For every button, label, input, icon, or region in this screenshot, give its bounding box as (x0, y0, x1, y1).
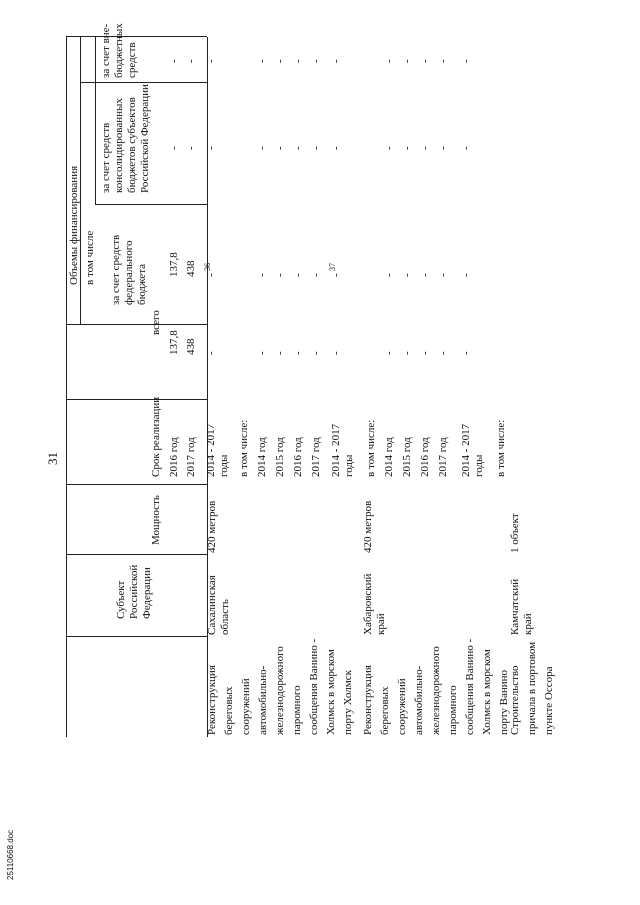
header-including: в том числе (84, 230, 96, 285)
row-total-14: - (419, 351, 431, 355)
row-total-0: 137,8 (168, 330, 180, 355)
row-term-4: в том числе: (238, 419, 250, 477)
page-number: 31 (45, 452, 60, 465)
row-federal-8: - (310, 273, 322, 277)
row-term-3: годы (218, 454, 230, 477)
header-divider-4 (66, 324, 207, 325)
project-0-name-7: Холмск в морском (325, 649, 337, 735)
project-2-name-1: причала в портовом (526, 641, 538, 735)
header-federal-2: бюджета (136, 263, 148, 305)
project-0-name-3: автомобильно- (257, 665, 269, 735)
row-cons-7: - (292, 146, 304, 150)
row-federal-7: - (292, 273, 304, 277)
header-consolidated-0: за счет средств (100, 122, 112, 193)
row-total-15: - (437, 351, 449, 355)
row-cons-5: - (256, 146, 268, 150)
header-financing: Объемы финансирования (68, 165, 80, 285)
header-consolidated-2: бюджетов субъектов (126, 97, 138, 193)
row-term-2: 2014 - 2017 (205, 423, 217, 477)
row-footnote-9: 37 (328, 263, 337, 271)
project-2-name-0: Строительство (509, 665, 521, 735)
row-term-12: 2014 год (383, 437, 395, 477)
project-0-name-6: сообщения Ванино - (308, 638, 320, 735)
row-term-9: 2014 - 2017 (330, 423, 342, 477)
row-extra-9: - (330, 59, 342, 63)
row-extra-1: - (185, 59, 197, 63)
project-0-name-8: порту Холмск (342, 670, 354, 735)
row-cons-15: - (437, 146, 449, 150)
row-total-16: - (460, 351, 472, 355)
row-term-13: 2015 год (401, 437, 413, 477)
row-footnote-2: 36 (203, 263, 212, 271)
header-term: Срок реализации (150, 396, 162, 477)
row-extra-6: - (274, 59, 286, 63)
row-term-17: годы (473, 454, 485, 477)
row-total-1: 438 (185, 338, 197, 355)
project-0-name-1: береговых (223, 686, 235, 735)
row-federal-12: - (383, 273, 395, 277)
row-federal-9: - (330, 273, 342, 277)
row-cons-0: - (168, 146, 180, 150)
cons-divider (80, 82, 207, 83)
project-0-subject-0: Сахалинская (206, 575, 218, 635)
row-total-13: - (401, 351, 413, 355)
header-total: всего (150, 310, 162, 335)
row-extra-14: - (419, 59, 431, 63)
row-cons-16: - (460, 146, 472, 150)
row-federal-15: - (437, 273, 449, 277)
row-term-14: 2016 год (419, 437, 431, 477)
header-divider-0 (66, 636, 207, 637)
row-cons-2: - (205, 146, 217, 150)
footer-filename: 25110668.doc (6, 829, 15, 880)
row-federal-5: - (256, 273, 268, 277)
project-1-name-6: сообщения Ванино - (464, 638, 476, 735)
header-subject-0: Субъект (115, 580, 127, 619)
row-cons-1: - (185, 146, 197, 150)
project-1-subject-1: край (375, 613, 387, 635)
row-federal-16: - (460, 273, 472, 277)
header-federal-0: за счет средств (110, 234, 122, 305)
header-divider-3 (66, 399, 207, 400)
header-subject-2: Федерации (141, 567, 153, 619)
header-top-line (66, 37, 67, 737)
header-extra-2: средств (126, 42, 138, 78)
project-1-name-2: сооружений (396, 678, 408, 735)
row-extra-2: - (205, 59, 217, 63)
row-extra-5: - (256, 59, 268, 63)
header-divider-1 (66, 554, 207, 555)
project-0-name-2: сооружений (240, 678, 252, 735)
row-extra-15: - (437, 59, 449, 63)
including-line (95, 37, 96, 205)
federal-divider (95, 204, 207, 205)
project-2-subject-0: Камчатский (509, 578, 521, 635)
row-term-8: 2017 год (310, 437, 322, 477)
header-consolidated-3: Российской Федерации (139, 84, 151, 193)
project-1-name-4: железнодорожного (430, 646, 442, 735)
project-0-subject-1: область (219, 599, 231, 635)
row-extra-12: - (383, 59, 395, 63)
header-divider-2 (66, 484, 207, 485)
row-cons-8: - (310, 146, 322, 150)
row-extra-16: - (460, 59, 472, 63)
project-0-name-5: паромного (291, 685, 303, 735)
row-term-7: 2016 год (292, 437, 304, 477)
project-1-name-0: Реконструкция (362, 665, 374, 735)
project-2-name-2: пункте Оссора (543, 666, 555, 735)
row-federal-0: 137,8 (168, 252, 180, 277)
project-2-capacity: 1 объект (509, 513, 521, 553)
row-total-2: - (205, 351, 217, 355)
row-cons-6: - (274, 146, 286, 150)
header-extra-0: за счет вне- (100, 23, 112, 78)
project-1-name-7: Холмск в морском (481, 649, 493, 735)
header-extra-1: бюджетных (113, 23, 125, 78)
row-federal-14: - (419, 273, 431, 277)
row-federal-1: 438 (185, 260, 197, 277)
row-extra-13: - (401, 59, 413, 63)
row-federal-13: - (401, 273, 413, 277)
row-total-7: - (292, 351, 304, 355)
header-right-border (66, 36, 207, 37)
row-federal-6: - (274, 273, 286, 277)
project-0-capacity: 420 метров (206, 500, 218, 553)
row-federal-2: - (205, 273, 217, 277)
project-0-name-0: Реконструкция (206, 665, 218, 735)
row-term-0: 2016 год (168, 437, 180, 477)
row-term-10: годы (343, 454, 355, 477)
row-total-12: - (383, 351, 395, 355)
row-cons-12: - (383, 146, 395, 150)
header-capacity: Мощность (150, 495, 162, 545)
row-term-6: 2015 год (274, 437, 286, 477)
project-1-name-8: порту Ванино (498, 669, 510, 735)
row-total-5: - (256, 351, 268, 355)
row-term-1: 2017 год (185, 437, 197, 477)
row-term-16: 2014 - 2017 (460, 423, 472, 477)
project-1-name-1: береговых (379, 686, 391, 735)
row-total-9: - (330, 351, 342, 355)
header-subject-1: Российской (128, 564, 140, 619)
project-1-subject-0: Хабаровский (362, 573, 374, 635)
row-term-11: в том числе: (365, 419, 377, 477)
project-2-subject-1: край (522, 613, 534, 635)
row-cons-14: - (419, 146, 431, 150)
row-term-15: 2017 год (437, 437, 449, 477)
project-1-name-3: автомобильно- (413, 665, 425, 735)
row-extra-7: - (292, 59, 304, 63)
header-consolidated-1: консолидированных (113, 98, 125, 193)
project-1-name-5: паромного (447, 685, 459, 735)
project-1-capacity: 420 метров (362, 500, 374, 553)
row-term-5: 2014 год (256, 437, 268, 477)
row-extra-0: - (168, 59, 180, 63)
header-federal-1: федерального (123, 240, 135, 305)
project-0-name-4: железнодорожного (274, 646, 286, 735)
row-cons-13: - (401, 146, 413, 150)
row-total-8: - (310, 351, 322, 355)
row-term-18: в том числе: (495, 419, 507, 477)
row-extra-8: - (310, 59, 322, 63)
row-total-6: - (274, 351, 286, 355)
row-cons-9: - (330, 146, 342, 150)
